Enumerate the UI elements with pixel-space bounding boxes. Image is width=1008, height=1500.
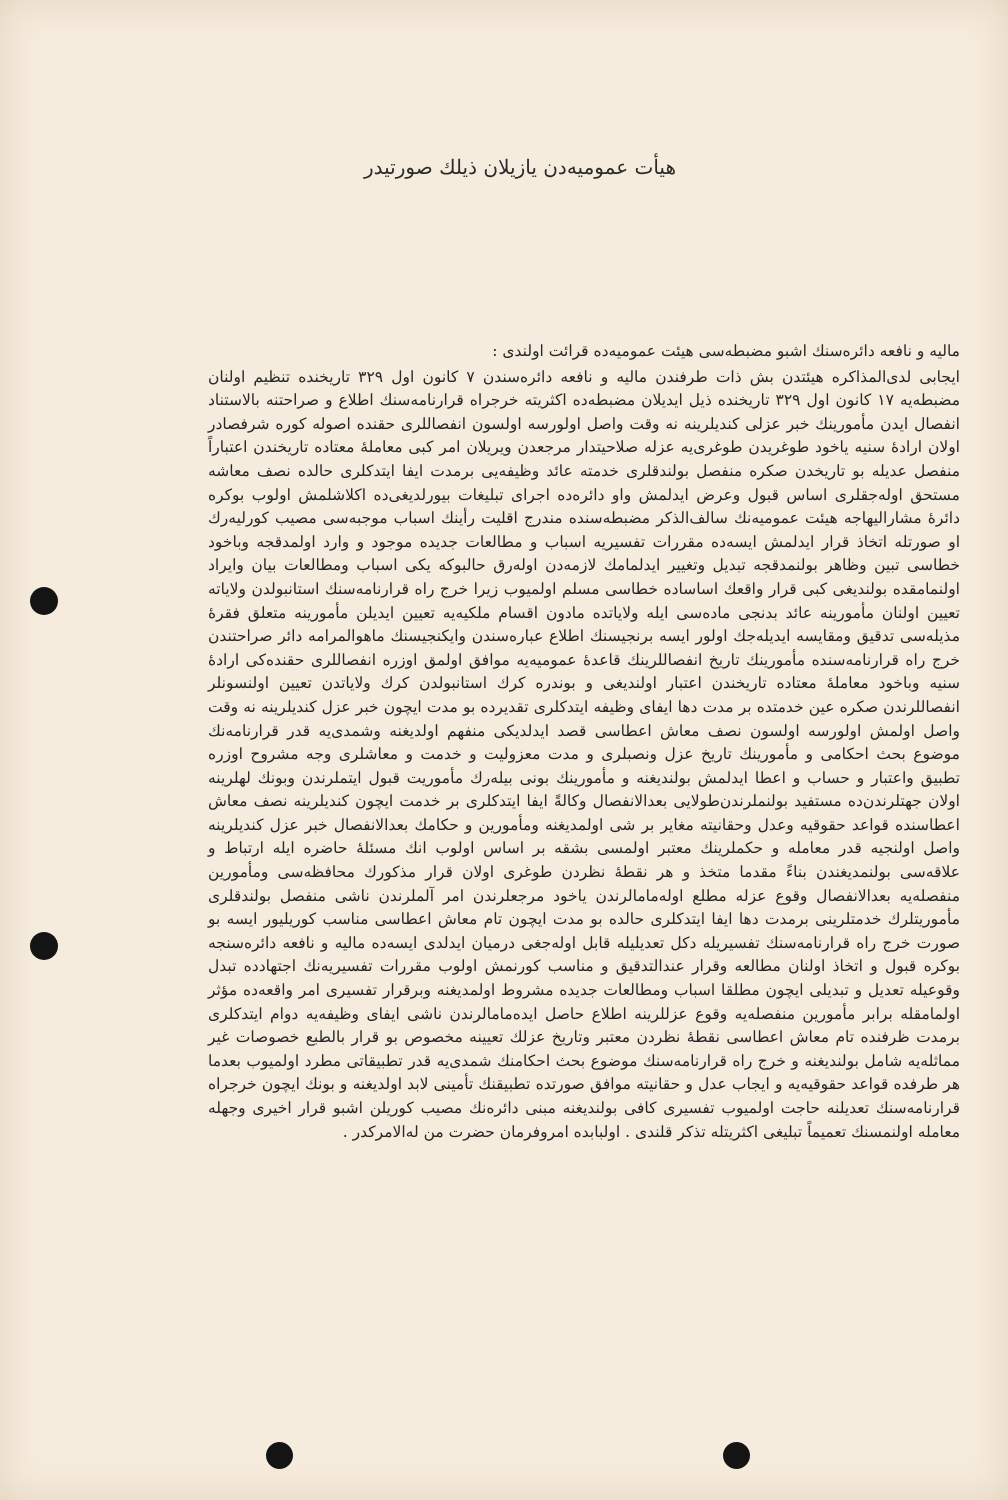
document-heading: هیأت عمومیه‌دن یازیلان ذیلك صورتیدر: [363, 155, 676, 179]
punch-hole-left-upper: [30, 587, 58, 615]
punch-hole-bottom-right: [723, 1442, 750, 1469]
punch-hole-bottom-left: [266, 1442, 293, 1469]
document-body: [208, 340, 960, 1144]
intro-line: مالیه و نافعه دائره‌سنك اشبو مضبطه‌سی هیئت عمومیه‌ده قرائت اولندی :: [492, 342, 960, 360]
punch-hole-left-lower: [30, 932, 58, 960]
body-paragraph: ایجابی لدی‌المذاکره هیئتدن بش ذات طرفندن مالیه و نافعه دائره‌سندن ۷ کانون اول ۳۲۹ تاریخنده تنظیم اولنان مضبطه‌یه ۱۷ کانون اول ۳۲۹ تاریخنده ذیل ایدیلان مضبطه‌ده اکثریته خرجراه قرارنامه‌سنك اطلاع و صراحتنه بالاستناد انفصال ایدن مأمورینك خبر عزلی کندیلرینه نه وقت واصل اولورسه اولسون انفصاللری حقنده اصوله کوره شرفصادر اولان اراده‌ٔ سنیه یاخود طوغریدن طوغری‌یه عزله صلاحیتدار مرجعدن ویریلان امر کبی معامله‌ٔ معتاده تاریخندن اعتباراً منفصل عدیله بو تاریخدن صکره منفصل بولندقلری خدمته عائد وظیفه‌یی برمدت ایفا ایتدکلری حالده نصف معاشه مستحق اوله‌جقلری اساس قبول وعرض ایدلمش واو دائره‌ده اجرای تبلیغات بیورلدیغی‌ده اکلاشلمش اولوب بوکره دائره‌ٔ مشارالیهاجه هیئت عمومیه‌نك سالف‌الذکر مضبطه‌سنده مندرج اقلیت رأینك اسباب موجبه‌سی مصیب کورلیه‌رك او صورتله اتخاذ قرار ایدلمش ایسه‌ده مقررات تفسیریه اسباب و مطالعات جدیده موجود و وارد اولمدقجه وباخود خطاسی تبین وظاهر بولنمدقجه تبدیل وتغییر ایدلمامك لازمه‌دن اوله‌رق حالبوکه یکی اسباب ومطالعات بیان وایراد اولنمامقده بولندیغی کبی قرار واقعك اساساده خطاسی مسلم اولمیوب زیرا خرج راه قرارنامه‌سنك استانبولدن ولایاته تعیین اولنان مأمورینه عائد بدنجی ماده‌سی ایله ولایاتده مادون اقسام ملکیه‌یه تعیین ایدیلن مأمورینه متعلق فقره‌ٔ مذیله‌سی تدقیق ومقایسه ایدیله‌جك اولور ایسه برنجیسنك اطلاع عباره‌سندن وایکنجیسنك ماهوالمرامه دائر صراحتندن خرج راه قرارنامه‌سنده مأمورینك تاریخ انفصاللرینك قاعده‌ٔ عمومیه‌یه موافق اولمق اوزره انفصاللری حقنده‌کی اراده‌ٔ سنیه وباخود معامله‌ٔ معتاده تاریخندن اعتبار اولندیغی و بوندره کرك استانبولدن کرك ولایاتدن تعیین اولنسونلر انفصاللرندن صکره عین خدمتده بر مدت دها ایفای وظیفه ایتدکلری تقدیرده بو مدت ایچون خبر عزل کندیلرینه نه وقت واصل اولمش اولورسه اولسون نصف معاش اعطاسی قصد ایدلدیکی منفهم اولدیغنه وشمدی‌یه قدر قرارنامه‌نك موضوع بحث احکامی و مأمورینك تاریخ عزل ونصبلری و مدت معزولیت و خدمت و معاشلری وجه مشروح اوزره تطبیق واعتبار و حساب و اعطا ایدلمش بولندیغنه و مأمورینك بونی بیله‌رك مأموریت قبول ایتملرندن وبونك لهلرینه اولان جهتلرندن‌ده مستفید بولنملرندن‌طولایی بعدالانفصال وکالةً ایفا ایتدکلری بر خدمت ایچون کندیلرینه نصف معاش اعطاسنده قواعد حقوقیه وعدل وحقانیته مغایر بر شی اولمدیغنه ومأمورین و حکامك بعدالانفصال خبر عزل کندیلرینه واصل اولنجیه قدر معامله و حکملرینك معتبر اولمسی بشقه بر اساس اولوب انك مسئله‌ٔ حاضره ایله ارتباط و علاقه‌سی بولنمدیغندن بناءً مقدما متخذ و هر نقطه‌ٔ نظردن طوغری اولان قرار مذکورك محافظه‌سی ومأمورین منفصله‌یه بعدالانفصال وقوع عزله مطلع اوله‌مامالرندن یاخود مرجعلرندن امر آلملرندن ناشی منفصل بولندقلری مأموریتلرك خدمتلرینی برمدت دها ایفا ایتدکلری حالده بو مدت ایچون تام معاش اعطاسی مناسب کوریلیور ایسه بو صورت خرج راه قرارنامه‌سنك تفسیریله دکل تعدیلیله قابل اوله‌جغی درمیان ایدلدی ایسه‌ده مالیه و نافعه دائره‌سنجه بوکره قبول و اتخاذ اولنان مطالعه وقرار عندالتدقیق و مناسب کورنمش اولوب مقررات تفسیریه‌نك اجتهادده تبدل وقوعیله تعدیل و تبدیلی ایچون مطلقا اسباب ومطالعات جدیده مشروط اولمدیغنه وبرقرار تفسیری امر واقعه‌ده مؤثر اولمامقله برابر مأمورین منفصله‌یه وقوع عزللرینه اطلاع حاصل ایده‌مامالرندن ناشی ایفای وظیفه‌یه دوام ایتدکلری برمدت ظرفنده تام معاش اعطاسی نقطه‌ٔ نظردن معتبر وتاریخ عزلك تعیینه مخصوص بو قرار بالطبع خصوصات غیر مماثله‌یه شامل بولندیغنه و خرج راه قرارنامه‌سنك موضوع بحث احکامنك شمدی‌یه قدر تطبیقاتی مطرد اولمیوب بعدما هر طرفده قواعد حقوقیه‌یه و ایجاب عدل و حقانیته موافق صورتده تطبیقنك تأمینی لابد اولدیغنه و بونك ایچون خرجراه قرارنامه‌سنك تعدیلنه حاجت اولمیوب تفسیری کافی بولندیغنه مبنی دائره‌نك مصیب کوریلن اشبو قرار اخیری وجهله معامله اولنمسنك تعمیماً تبلیغی اکثریتله تذکر قلندی . اولبابده امروفرمان حضرت من له‌الامرکدر .: [208, 367, 961, 1141]
